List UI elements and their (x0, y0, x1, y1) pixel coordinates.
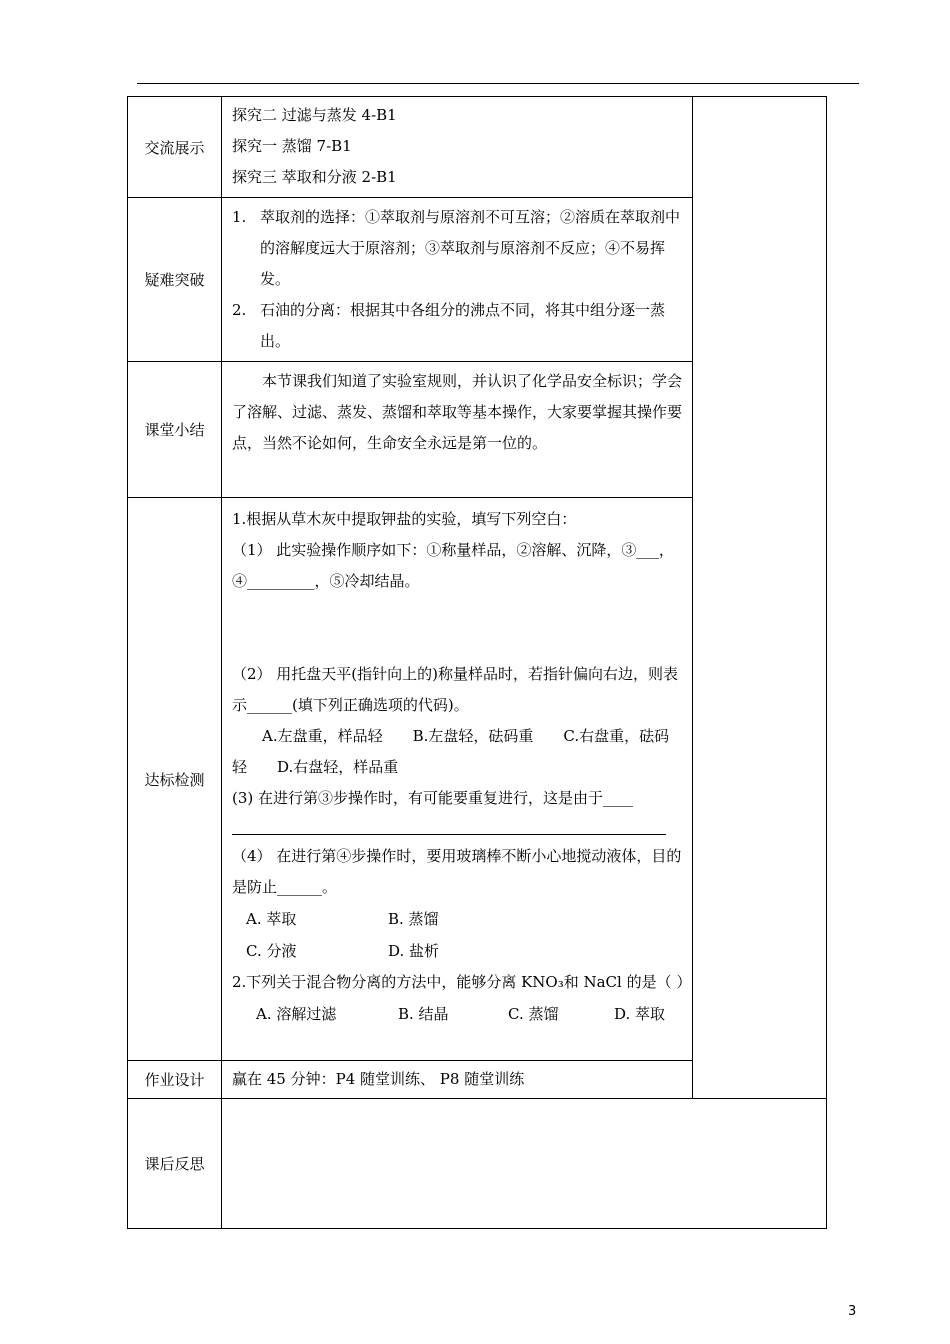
content-difficulty (222, 198, 693, 362)
q1-option-d: D. 盐析 (388, 942, 440, 960)
summary-text: 本节课我们知道了实验室规则，并认识了化学品安全标识；学会了溶解、过滤、蒸发、蒸馏和萃取等基本操作，大家要掌握其操作要点，当然不论如何，生命安全永远是第一位的。 (232, 372, 683, 452)
q1-stem: 1.根据从草木灰中提取钾盐的实验，填写下列空白： (232, 510, 577, 528)
q1-part2: （2） 用托盘天平(指针向上的)称量样品时，若指针偏向右边，则表示______(填下列正确选项的代码)。 (232, 665, 679, 714)
q2-option-b: B. 结晶 (398, 1005, 449, 1023)
q1-part3-answer-line (232, 814, 666, 835)
q1-part4-options-row-2 (232, 935, 684, 967)
q1-part4: （4） 在进行第④步操作时，要用玻璃棒不断小心地搅动液体，目的是防止______。 (232, 847, 682, 896)
difficulty-item-2-text: 石油的分离：根据其中各组分的沸点不同，将其中组分逐一蒸出。 (260, 301, 666, 350)
label-exchange: 交流展示 (128, 97, 222, 198)
q1-part1: （1） 此实验操作顺序如下：①称量样品，②溶解、沉降，③___，④_________，⑤冷却结晶。 (232, 541, 674, 590)
q1-option-c: C. 分液 (246, 942, 297, 960)
q1-option-b: B. 蒸馏 (388, 910, 439, 928)
content-exchange (222, 97, 693, 198)
content-summary (222, 362, 693, 498)
exchange-line-3: 探究三 萃取和分液 2-B1 (232, 168, 397, 186)
difficulty-item-2 (232, 295, 684, 357)
q2-options (232, 998, 684, 1030)
lesson-plan-table (127, 96, 827, 1229)
header-rule (137, 83, 859, 84)
label-homework: 作业设计 (128, 1061, 222, 1099)
homework-text: 赢在 45 分钟：P4 随堂训练、 P8 随堂训练 (232, 1070, 525, 1088)
q2-option-a: A. 溶解过滤 (256, 1005, 337, 1023)
q1-option-a: A. 萃取 (246, 910, 297, 928)
content-test (222, 498, 693, 1061)
q1-part3: (3) 在进行第③步操作时，有可能要重复进行，这是由于____ (232, 789, 634, 807)
content-homework (222, 1061, 693, 1099)
q1-part1-gap (232, 597, 684, 659)
label-test: 达标检测 (128, 498, 222, 1061)
difficulty-item-1-num: 1. (232, 208, 247, 226)
exchange-line-2: 探究一 蒸馏 7-B1 (232, 137, 352, 155)
difficulty-item-1 (232, 202, 684, 295)
row-reflection (128, 1099, 827, 1229)
content-reflection (222, 1099, 827, 1229)
page-number: 3 (848, 1304, 857, 1319)
difficulty-item-1-text: 萃取剂的选择：①萃取剂与原溶剂不可互溶；②溶质在萃取剂中的溶解度远大于原溶剂；③萃取剂与原溶剂不反应；④不易挥发。 (260, 208, 681, 288)
exchange-line-1: 探究二 过滤与蒸发 4-B1 (232, 106, 397, 124)
label-reflection: 课后反思 (128, 1099, 222, 1229)
q2-stem: 2.下列关于混合物分离的方法中，能够分离 KNO₃和 NaCl 的是（ ） (232, 973, 692, 991)
row-exchange (128, 97, 827, 198)
q2-option-c: C. 蒸馏 (508, 1005, 559, 1023)
q1-part2-options: A.左盘重，样品轻 B.左盘轻，砝码重 C.右盘重，砝码轻 D.右盘轻，样品重 (232, 727, 670, 776)
label-difficulty: 疑难突破 (128, 198, 222, 362)
q2-option-d: D. 萃取 (614, 1005, 666, 1023)
side-column (693, 97, 827, 1099)
difficulty-item-2-num: 2. (232, 301, 247, 319)
label-summary: 课堂小结 (128, 362, 222, 498)
q1-part4-options-row-1 (232, 903, 684, 935)
